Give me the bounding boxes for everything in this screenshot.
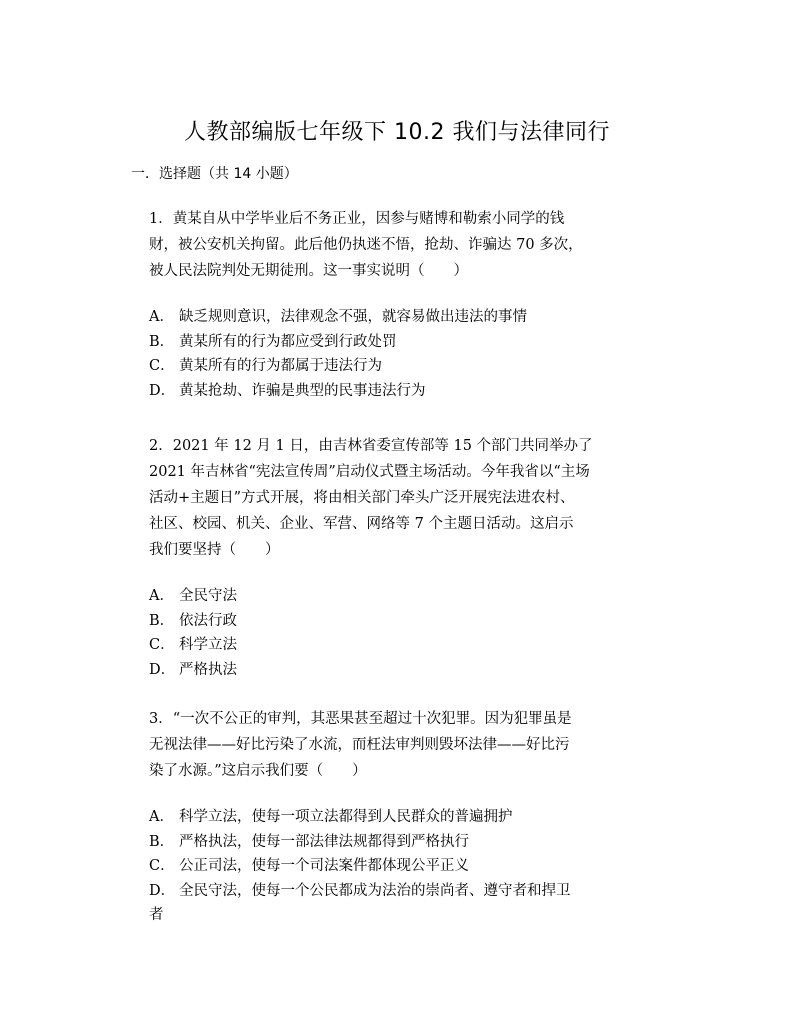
option-letter: D． — [149, 661, 176, 678]
option-text: 黄某所有的行为都属于违法行为 — [179, 358, 382, 374]
section-heading: 一．选择题（共 14 小题） — [131, 166, 298, 182]
option-d[interactable] — [149, 879, 649, 928]
option-text: 严格执法，使每一部法律法规都得到严格执行 — [179, 833, 469, 850]
question-stem — [149, 706, 649, 784]
option-text: 全民守法，使每一个公民都成为法治的崇尚者、遵守者和捍卫 — [179, 882, 571, 899]
option-letter: B． — [149, 833, 175, 850]
option-letter: A． — [149, 809, 174, 825]
option-text: 缺乏规则意识，法律观念不强，就容易做出违法的事情 — [179, 309, 527, 325]
option-letter: D． — [149, 382, 176, 399]
option-letter: B． — [149, 333, 175, 350]
options-list — [149, 805, 649, 928]
option-letter: A． — [149, 588, 174, 604]
option-text: 科学立法 — [179, 637, 237, 653]
option-letter: C． — [149, 358, 175, 374]
option-text-continued: 者 — [149, 907, 164, 923]
options-list — [149, 584, 649, 682]
option-a[interactable] — [149, 805, 649, 830]
option-text: 黄某所有的行为都应受到行政处罚 — [179, 333, 397, 350]
option-letter: D． — [149, 882, 176, 899]
option-d[interactable] — [149, 658, 649, 683]
stem-line: 财，被公安机关拘留。此后他仍执迷不悟，抢劫、诈骗达 70 多次， — [149, 237, 583, 253]
option-text: 科学立法，使每一项立法都得到人民群众的普遍拥护 — [179, 809, 513, 825]
option-a[interactable] — [149, 584, 649, 609]
stem-line: “一次不公正的审判，其恶果甚至超过十次犯罪。因为犯罪虽是 — [172, 711, 572, 727]
option-d[interactable] — [149, 379, 649, 404]
option-letter: C． — [149, 858, 175, 874]
stem-line: 活动+主题日”方式开展，将由相关部门牵头广泛开展宪法进农村、 — [149, 490, 575, 506]
stem-line: 我们要坚持（ ） — [149, 542, 280, 558]
stem-line: 黄某自从中学毕业后不务正业，因参与赌博和勒索小同学的钱 — [172, 211, 565, 227]
option-text: 全民守法 — [179, 588, 237, 604]
question-stem — [149, 206, 649, 284]
option-letter: B． — [149, 612, 175, 629]
stem-line: 2021 年吉林省“宪法宣传周”启动仪式暨主场活动。今年我省以“主场 — [149, 464, 590, 480]
options-list — [149, 305, 649, 403]
document-title: 人教部编版七年级下 10.2 我们与法律同行 — [184, 120, 610, 145]
question-2 — [149, 433, 649, 682]
stem-line: 染了水源。”这启示我们要（ ） — [149, 763, 367, 779]
option-text: 公正司法，使每一个司法案件都体现公平正义 — [179, 858, 469, 874]
option-text: 严格执法 — [179, 661, 237, 678]
option-b[interactable] — [149, 830, 649, 855]
option-b[interactable] — [149, 330, 649, 355]
option-b[interactable] — [149, 609, 649, 634]
option-c[interactable] — [149, 633, 649, 658]
option-c[interactable] — [149, 854, 649, 879]
stem-line: 2021 年 12 月 1 日，由吉林省委宣传部等 15 个部门共同举办了 — [172, 438, 593, 454]
question-stem — [149, 433, 649, 563]
option-text: 依法行政 — [179, 612, 237, 629]
option-text: 黄某抢劫、诈骗是典型的民事违法行为 — [179, 382, 426, 399]
option-a[interactable] — [149, 305, 649, 330]
question-number: 1． — [149, 211, 173, 227]
question-1 — [149, 206, 649, 403]
question-number: 3． — [149, 711, 173, 727]
option-letter: A． — [149, 309, 174, 325]
option-c[interactable] — [149, 354, 649, 379]
question-number: 2． — [149, 438, 173, 454]
option-letter: C． — [149, 637, 175, 653]
stem-line: 社区、校园、机关、企业、军营、网络等 7 个主题日活动。这启示 — [149, 516, 574, 532]
question-3 — [149, 706, 649, 928]
stem-line: 无视法律——好比污染了水流，而枉法审判则毁坏法律——好比污 — [149, 737, 570, 753]
stem-line: 被人民法院判处无期徒刑。这一事实说明（ ） — [149, 263, 468, 279]
